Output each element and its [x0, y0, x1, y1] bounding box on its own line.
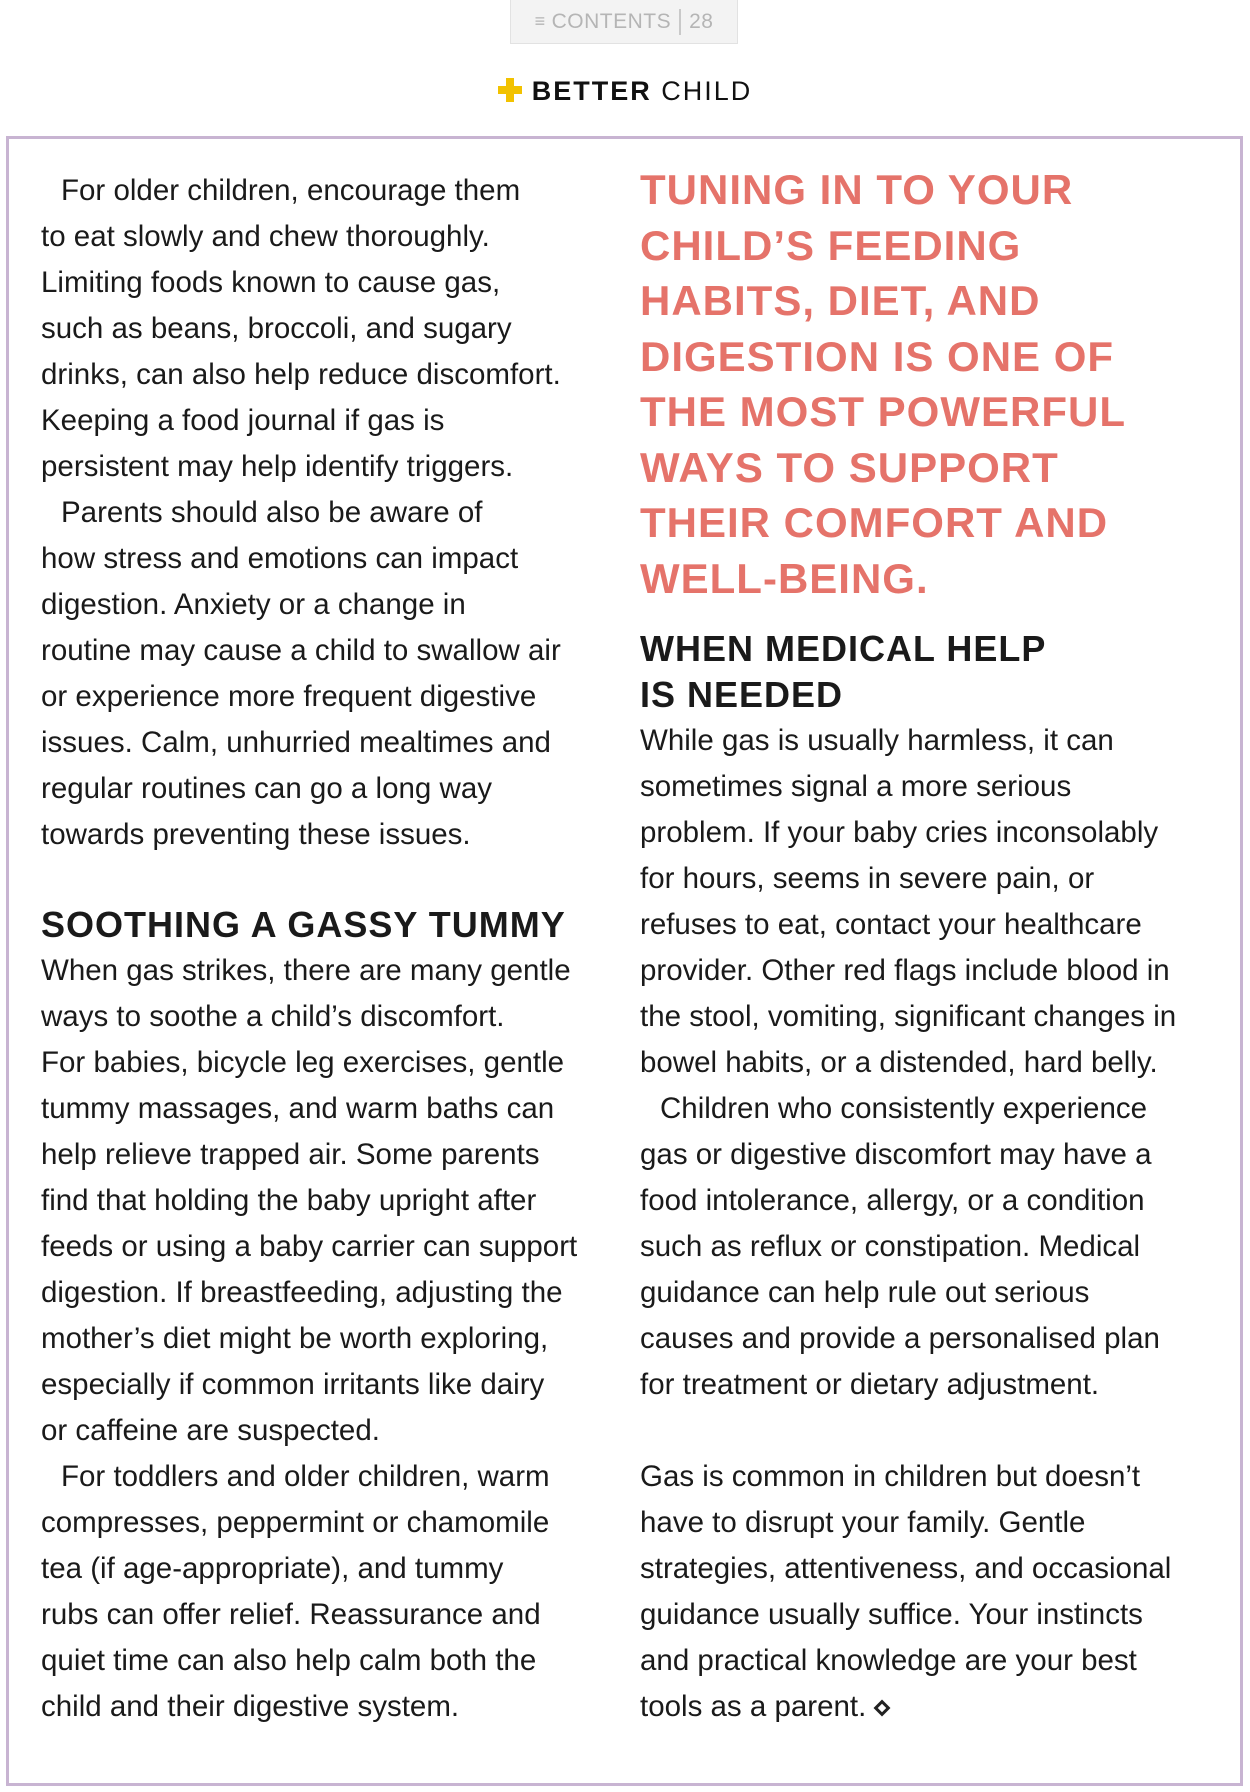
closing-text: Gas is common in children but doesn’t have to disrupt your family. Gentle strategies, attentiveness, and occasional guidance usually suffice. Your instincts and practical knowledge are your best tools as a parent.	[640, 1460, 1172, 1723]
brand-bold: BETTER	[531, 76, 652, 106]
body-paragraph: Children who consistently experience gas or digestive discomfort may have a food intolerance, allergy, or a condition such as reflux or constipation. Medical guidance can help rule out serious causes and provide a personalised plan for treatment or dietary adjustment.	[640, 1092, 1160, 1401]
body-paragraph: While gas is usually harmless, it can sometimes signal a more serious problem. If your baby cries inconsolably for hours, seems in severe pain, or refuses to eat, contact your healthcare provider. Other red flags include blood in the stool, vomiting, significant changes in bowel habits, or a distended, hard belly.	[640, 724, 1177, 1079]
closing-paragraph	[640, 1454, 1220, 1730]
magazine-section-brand	[0, 76, 1250, 107]
plus-cross-icon	[498, 78, 522, 102]
brand-light: CHILD	[661, 76, 753, 106]
tab-divider	[679, 9, 681, 35]
pull-quote: TUNING IN TO YOUR CHILD’S FEEDING HABITS, DIET, AND DIGESTION IS ONE OF THE MOST POWERFUL WAYS TO SUPPORT THEIR COMFORT AND WELL-BEING.	[640, 166, 1126, 602]
body-paragraph: When gas strikes, there are many gentle ways to soothe a child’s discomfort. For babies, bicycle leg exercises, gentle tummy massages, and warm baths can help relieve trapped air. Some parents find that holding the baby upright after feeds or using a baby carrier can support digestion. If breastfeeding, adjusting the mother’s diet might be worth exploring, especially if common irritants like dairy or caffeine are suspected.	[41, 954, 578, 1447]
section-heading: WHEN MEDICAL HELP IS NEEDED	[640, 628, 1047, 715]
section-heading: SOOTHING A GASSY TUMMY	[41, 904, 566, 945]
left-column	[41, 168, 621, 1730]
page-number: 28	[689, 9, 714, 33]
menu-icon: ≡	[534, 11, 546, 31]
body-paragraph: For older children, encourage them to eat slowly and chew thoroughly. Limiting foods known to cause gas, such as beans, broccoli, and sugary drinks, can also help reduce discomfort. Keeping a food journal if gas is persistent may help identify triggers.	[41, 174, 561, 483]
right-column	[640, 168, 1220, 1730]
body-paragraph: Parents should also be aware of how stress and emotions can impact digestion. Anxiety or a change in routine may cause a child to swallow air or experience more frequent digestive issues. Calm, unhurried mealtimes and regular routines can go a long way towards preventing these issues.	[41, 496, 561, 851]
contents-tab[interactable]	[510, 0, 738, 44]
end-mark-icon	[874, 1700, 891, 1717]
body-paragraph: For toddlers and older children, warm compresses, peppermint or chamomile tea (if age-appropriate), and tummy rubs can offer relief. Reassurance and quiet time can also help calm both the child and their digestive system.	[41, 1460, 550, 1723]
contents-label: CONTENTS	[551, 9, 672, 33]
